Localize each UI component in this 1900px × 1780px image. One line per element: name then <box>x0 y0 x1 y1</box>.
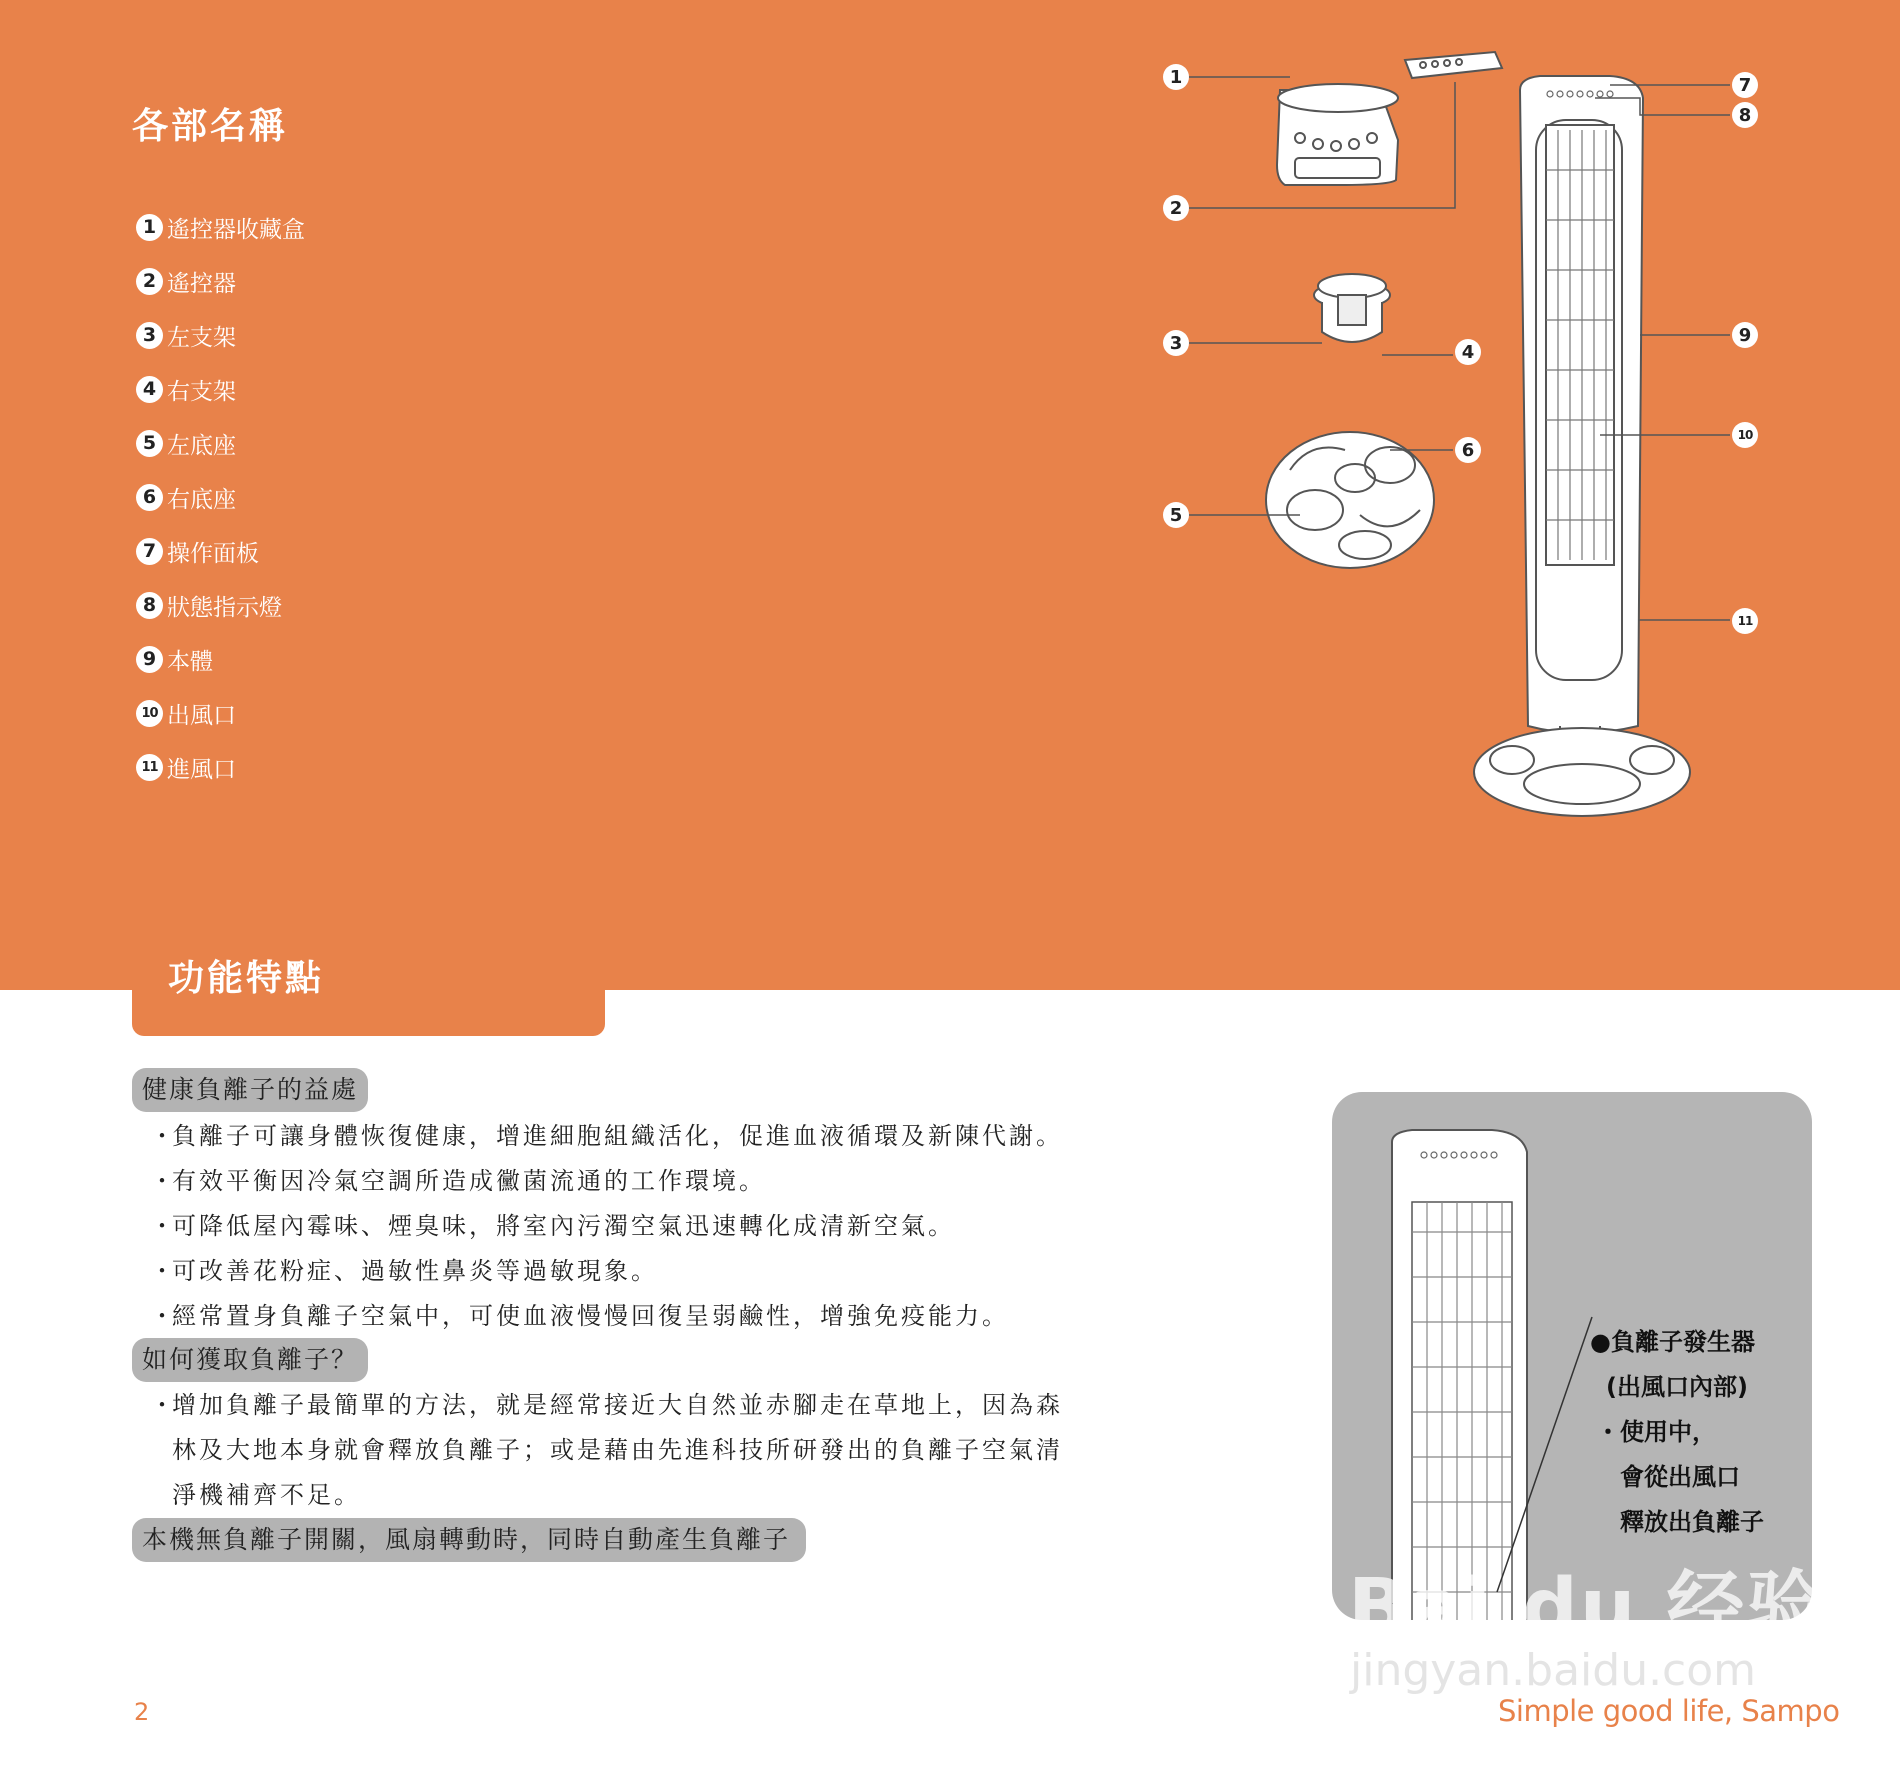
callout-4: 4 <box>1455 339 1481 365</box>
part-name: 遙控器 <box>167 270 236 297</box>
ion-generator-description <box>1590 1320 1764 1545</box>
bullet-text: 可改善花粉症、過敏性鼻炎等過敏現象。 <box>172 1257 658 1285</box>
callout-5: 5 <box>1163 502 1189 528</box>
part-number: 5 <box>136 430 163 457</box>
callout-11: 11 <box>1732 608 1758 634</box>
list-item <box>136 578 305 632</box>
part-name: 遙控器收藏盒 <box>167 216 305 243</box>
description-line: ●負離子發生器 <box>1590 1328 1755 1356</box>
part-name: 左支架 <box>167 324 236 351</box>
part-number: 7 <box>136 538 163 565</box>
list-item <box>136 254 305 308</box>
watermark-brand: Bai du 经验 <box>1348 1563 1827 1653</box>
page-title: 各部名稱 <box>132 106 289 147</box>
list-item <box>136 686 305 740</box>
description-line: (出風口內部) <box>1606 1373 1748 1401</box>
paragraph-line: 淨機補齊不足。 <box>172 1481 361 1509</box>
list-item <box>136 524 305 578</box>
note-banner: 本機無負離子開關，風扇轉動時，同時自動產生負離子 <box>132 1518 806 1562</box>
part-number: 2 <box>136 268 163 295</box>
description-line: 會從出風口 <box>1596 1463 1740 1491</box>
part-name: 右底座 <box>167 486 236 513</box>
bullet-item: ・經常置身負離子空氣中，可使血液慢慢回復呈弱鹼性，增強免疫能力。 <box>150 1302 1009 1330</box>
section-heading-benefits: 健康負離子的益處 <box>132 1068 368 1112</box>
part-number: 1 <box>136 214 163 241</box>
parts-diagram <box>1140 40 1780 840</box>
paragraph-line: 增加負離子最簡單的方法，就是經常接近大自然並赤腳走在草地上，因為森 <box>172 1391 1063 1419</box>
part-name: 操作面板 <box>167 540 259 567</box>
part-number: 3 <box>136 322 163 349</box>
description-line: 釋放出負離子 <box>1596 1508 1764 1536</box>
list-item <box>136 632 305 686</box>
part-name: 狀態指示燈 <box>167 594 282 621</box>
part-number: 8 <box>136 592 163 619</box>
part-number: 4 <box>136 376 163 403</box>
part-number: 11 <box>136 754 163 781</box>
page-number: 2 <box>134 1698 150 1726</box>
footer-slogan: Simple good life, Sampo <box>1498 1694 1840 1728</box>
part-name: 本體 <box>167 648 213 675</box>
list-item <box>136 470 305 524</box>
part-name: 出風口 <box>167 702 236 729</box>
callout-9: 9 <box>1732 322 1758 348</box>
bullet-text: 有效平衡因冷氣空調所造成黴菌流通的工作環境。 <box>172 1167 766 1195</box>
part-number: 10 <box>136 700 163 727</box>
list-item <box>136 200 305 254</box>
watermark-url: jingyan.baidu.com <box>1350 1645 1757 1696</box>
part-name: 左底座 <box>167 432 236 459</box>
list-item <box>136 362 305 416</box>
part-number: 9 <box>136 646 163 673</box>
list-item <box>136 308 305 362</box>
bullet-text: 經常置身負離子空氣中，可使血液慢慢回復呈弱鹼性，增強免疫能力。 <box>172 1302 1009 1330</box>
callout-2: 2 <box>1163 195 1189 221</box>
parts-list <box>136 200 305 794</box>
part-name: 右支架 <box>167 378 236 405</box>
callout-1: 1 <box>1163 64 1189 90</box>
description-line: ・使用中， <box>1596 1418 1716 1446</box>
part-number: 6 <box>136 484 163 511</box>
callout-6: 6 <box>1455 437 1481 463</box>
bullet-text: 負離子可讓身體恢復健康，增進細胞組織活化，促進血液循環及新陳代謝。 <box>172 1122 1063 1150</box>
bullet-item: ・可改善花粉症、過敏性鼻炎等過敏現象。 <box>150 1257 658 1285</box>
part-name: 進風口 <box>167 756 236 783</box>
bullet-item: ・有效平衡因冷氣空調所造成黴菌流通的工作環境。 <box>150 1167 766 1195</box>
list-item <box>136 416 305 470</box>
paragraph-line: 林及大地本身就會釋放負離子；或是藉由先進科技所研發出的負離子空氣清 <box>172 1436 1063 1464</box>
features-title: 功能特點 <box>168 958 325 999</box>
bullet-text: 可降低屋內霉味、煙臭味，將室內污濁空氣迅速轉化成清新空氣。 <box>172 1212 955 1240</box>
bullet-item: ・可降低屋內霉味、煙臭味，將室內污濁空氣迅速轉化成清新空氣。 <box>150 1212 955 1240</box>
callout-8: 8 <box>1732 102 1758 128</box>
how-to-paragraph: ・增加負離子最簡單的方法，就是經常接近大自然並赤腳走在草地上，因為森 林及大地本身就會釋放負離子；或是藉由先進科技所研發出的負離子空氣清 淨機補齊不足。 <box>150 1383 1240 1518</box>
callout-10: 10 <box>1732 422 1758 448</box>
callout-7: 7 <box>1732 72 1758 98</box>
bullet-item: ・負離子可讓身體恢復健康，增進細胞組織活化，促進血液循環及新陳代謝。 <box>150 1122 1063 1150</box>
list-item <box>136 740 305 794</box>
callout-3: 3 <box>1163 330 1189 356</box>
section-heading-how-to: 如何獲取負離子？ <box>132 1338 368 1382</box>
